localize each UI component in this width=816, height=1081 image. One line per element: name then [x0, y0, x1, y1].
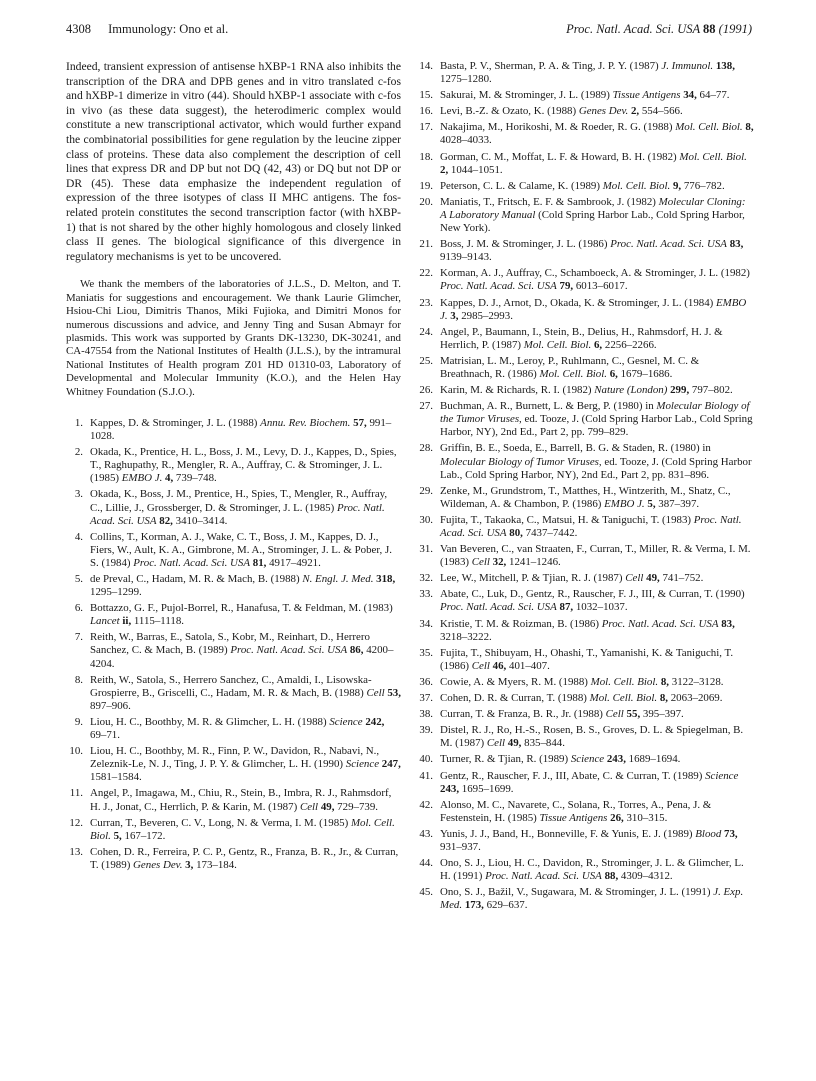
- reference-number: 15.: [419, 89, 433, 102]
- reference-journal: Mol. Cell. Biol.: [523, 338, 592, 351]
- reference-item: [66, 787, 401, 813]
- reference-authors: Matrisian, L. M., Leroy, P., Ruhlmann, C., Gesnel, M. C. & Breathnach, R. (1986): [440, 354, 700, 380]
- reference-pages: 3410–3414.: [172, 514, 228, 527]
- reference-journal: Cell: [605, 708, 624, 721]
- reference-authors: Kappes, D. J., Arnot, D., Okada, K. & Strominger, J. L. (1984): [440, 296, 717, 309]
- reference-journal: Cell: [366, 686, 385, 699]
- reference-number: 27.: [419, 400, 433, 413]
- reference-authors: Gentz, R., Rauscher, F. J., III, Abate, C. & Curran, T. (1989): [440, 769, 706, 782]
- reference-authors: Bottazzo, G. F., Pujol-Borrel, R., Hanafusa, T. & Feldman, M. (1983): [90, 602, 393, 615]
- reference-number: 25.: [419, 354, 433, 367]
- reference-journal: Proc. Natl. Acad. Sci. USA: [440, 601, 557, 614]
- reference-authors: Kappes, D. & Strominger, J. L. (1988): [90, 416, 261, 429]
- reference-item: [416, 676, 754, 689]
- reference-number: 24.: [419, 325, 433, 338]
- reference-number: 44.: [419, 857, 433, 870]
- reference-journal: EMBO J.: [604, 497, 645, 510]
- reference-journal: Mol. Cell. Biol.: [589, 692, 658, 705]
- reference-number: 7.: [74, 631, 83, 644]
- reference-volume: 55,: [626, 708, 641, 721]
- reference-volume: 88,: [604, 870, 619, 883]
- reference-item: [416, 89, 754, 102]
- reference-authors: Fujita, T., Shibuyam, H., Ohashi, T., Yamanishi, K. & Taniguchi, T. (1986): [440, 646, 734, 672]
- reference-pages: 9139–9143.: [440, 251, 492, 264]
- reference-item: [416, 588, 754, 614]
- reference-number: 18.: [419, 150, 433, 163]
- reference-number: 43.: [419, 827, 433, 840]
- reference-pages: 1044–1051.: [448, 163, 503, 176]
- reference-pages: 897–906.: [90, 699, 131, 712]
- reference-volume: 26,: [610, 811, 624, 824]
- right-column: [416, 60, 754, 915]
- reference-number: 38.: [419, 708, 433, 721]
- reference-number: 20.: [419, 195, 433, 208]
- reference-journal: Mol. Cell. Biol.: [602, 179, 671, 192]
- reference-journal: Proc. Natl. Acad. Sci. USA: [90, 501, 385, 527]
- reference-authors: Korman, A. J., Auffray, C., Schamboeck, A. & Strominger, J. L. (1982): [440, 267, 750, 280]
- reference-authors: Turner, R. & Tjian, R. (1989): [440, 753, 571, 766]
- reference-volume: 73,: [724, 827, 738, 840]
- reference-authors: Zenke, M., Grundstrom, T., Matthes, H., Wintzerith, M., Shatz, C., Wildeman, A. & Chambon, P. (1986): [440, 484, 731, 510]
- reference-authors: Cohen, D. R., Ferreira, P. C. P., Gentz, R., Franza, B. R., Jr., & Curran, T. (1989): [90, 845, 399, 871]
- reference-pages: 4917–4921.: [266, 556, 321, 569]
- reference-number: 17.: [419, 121, 433, 134]
- reference-item: [416, 442, 754, 481]
- reference-pages: 1275–1280.: [440, 73, 492, 86]
- reference-pages: 69–71.: [90, 729, 120, 742]
- reference-item: [416, 572, 754, 585]
- reference-pages: 395–397.: [640, 708, 684, 721]
- reference-pages: 3218–3222.: [440, 630, 492, 643]
- reference-authors: Distel, R. J., Ro, H.-S., Rosen, B. S., Groves, D. L. & Spiegelman, B. M. (1987): [440, 724, 744, 750]
- reference-journal: Tissue Antigens: [612, 89, 681, 102]
- reference-volume: 8,: [659, 692, 669, 705]
- reference-authors: Liou, H. C., Boothby, M. R. & Glimcher, L. H. (1988): [90, 715, 330, 728]
- reference-number: 2.: [74, 446, 83, 459]
- reference-journal: Proc. Natl. Acad. Sci. USA: [601, 617, 719, 630]
- reference-journal: N. Engl. J. Med.: [302, 573, 374, 585]
- section-title: Immunology: Ono et al.: [108, 22, 229, 36]
- reference-journal: Annu. Rev. Biochem.: [260, 416, 351, 429]
- reference-journal: Nature (London): [594, 384, 668, 397]
- reference-pages: 1689–1694.: [625, 753, 681, 766]
- reference-journal: Mol. Cell. Biol.: [679, 150, 747, 163]
- reference-authors: Lee, W., Mitchell, P. & Tjian, R. J. (1987): [440, 572, 626, 585]
- reference-pages: 797–802.: [689, 384, 733, 397]
- reference-volume: 9,: [672, 179, 682, 192]
- running-header-left: [66, 22, 228, 37]
- reference-journal: Proc. Natl. Acad. Sci. USA: [230, 644, 348, 657]
- reference-journal: Mol. Cell. Biol.: [590, 675, 659, 688]
- reference-item: [416, 485, 754, 511]
- reference-authors: Levi, B.-Z. & Ozato, K. (1988): [440, 105, 579, 118]
- journal-name: Proc. Natl. Acad. Sci. USA: [566, 22, 700, 36]
- reference-pages: 387–397.: [655, 497, 700, 510]
- reference-volume: 4,: [165, 472, 174, 485]
- reference-volume: 8,: [745, 121, 754, 134]
- reference-authors: Abate, C., Luk, D., Gentz, R., Rauscher, F. J., III, & Curran, T. (1990): [440, 588, 745, 601]
- reference-number: 11.: [69, 787, 83, 800]
- reference-journal: Science: [705, 769, 739, 782]
- reference-item: [416, 828, 754, 854]
- reference-item: [66, 716, 401, 742]
- journal-volume: 88: [703, 22, 716, 36]
- reference-journal: Blood: [695, 827, 722, 840]
- reference-journal: Proc. Natl. Acad. Sci. USA: [610, 238, 727, 251]
- reference-volume: 247,: [381, 758, 401, 771]
- reference-authors: Angel, P., Imagawa, M., Chiu, R., Stein, B., Imbra, R. J., Rahmsdorf, H. J., Jonat, C., Herrlich, P. & Karin, M. (1987): [90, 787, 392, 813]
- reference-item: [66, 446, 401, 485]
- reference-number: 40.: [419, 753, 433, 766]
- reference-authors: Cohen, D. R. & Curran, T. (1988): [440, 692, 590, 705]
- reference-item: [416, 238, 754, 264]
- reference-list-right: [416, 60, 754, 912]
- reference-number: 32.: [419, 572, 433, 585]
- reference-item: [416, 724, 754, 750]
- reference-authors: Okada, K., Boss, J. M., Prentice, H., Spies, T., Mengler, R., Auffray, C., Lillie, J., Grossberger, D. & Strominger, J. L. (1985): [90, 488, 388, 514]
- reference-pages: ed. Tooze, J. (Cold Spring Harbor Lab., Cold Spring Harbor, NY), 2nd Ed., Part 2, pp. 799–829.: [440, 413, 753, 439]
- reference-volume: 242,: [365, 715, 385, 728]
- reference-volume: 87,: [559, 601, 574, 614]
- reference-journal: Lancet: [90, 615, 120, 628]
- reference-pages: 741–752.: [659, 572, 704, 585]
- reference-number: 34.: [419, 617, 433, 630]
- reference-number: 28.: [419, 442, 433, 455]
- reference-item: [66, 602, 401, 628]
- reference-pages: 1115–1118.: [131, 615, 185, 628]
- reference-volume: 3,: [185, 858, 194, 871]
- reference-pages: 835–844.: [521, 737, 565, 750]
- reference-volume: 80,: [509, 527, 523, 539]
- reference-pages: 931–937.: [440, 840, 481, 853]
- reference-item: [66, 631, 401, 670]
- reference-journal: Tissue Antigens: [539, 811, 608, 824]
- reference-volume: 46,: [492, 659, 507, 672]
- reference-item: [416, 151, 754, 177]
- reference-authors: Cowie, A. & Myers, R. M. (1988): [440, 675, 591, 688]
- reference-item: [416, 121, 754, 147]
- acknowledgment-paragraph: We thank the members of the laboratories of J.L.S., D. Melton, and T. Maniatis for suggestions and encouragement. We thank Laurie Glimcher, Hsiou-Chi Liou, Dimitris Thanos, Miki Fujioka, and Dimitri Monos for numerous discussions and advice, and Jenny Ting and Susan Abmayr for plasmids. This work was supported by Grants DK-13230, DK-30241, and CA-47554 from the National Institutes of Health (J.L.S.), by the intramural National Institutes of Health program Z01 HD 01310-03, Laboratory of Developmental and Molecular Immunity (K.O.), and the Helen Hay Whitney Foundation (S.J.O.).: [66, 278, 401, 398]
- reference-item: [66, 846, 401, 872]
- reference-volume: 34,: [683, 89, 697, 102]
- reference-volume: 83,: [729, 238, 744, 251]
- reference-volume: 49,: [507, 737, 522, 750]
- reference-journal: Molecular Biology of Tumor Viruses,: [440, 455, 602, 468]
- reference-item: [416, 326, 754, 352]
- reference-item: [416, 400, 754, 439]
- reference-volume: 79,: [559, 280, 574, 293]
- reference-pages: 2985–2993.: [458, 309, 513, 322]
- reference-pages: 4028–4033.: [440, 134, 492, 147]
- reference-item: [416, 297, 754, 323]
- reference-pages: (Cold Spring Harbor Lab., Cold Spring Harbor, New York).: [440, 208, 745, 235]
- reference-volume: 5,: [113, 829, 122, 842]
- reference-pages: 1695–1699.: [459, 782, 514, 795]
- reference-item: [416, 384, 754, 397]
- reference-number: 14.: [419, 60, 433, 72]
- reference-pages: 554–566.: [639, 105, 683, 118]
- reference-volume: 86,: [349, 644, 364, 657]
- reference-pages: 7437–7442.: [522, 527, 578, 539]
- reference-authors: Okada, K., Prentice, H. L., Boss, J. M., Levy, D. J., Kappes, D., Spies, T., Raghupathy, R., Mengler, R. A., Auffray, C. & Strominger, J. L. (1985): [90, 446, 397, 485]
- reference-number: 29.: [419, 484, 433, 497]
- reference-journal: Mol. Cell. Biol.: [539, 367, 607, 380]
- reference-number: 10.: [69, 745, 83, 758]
- reference-volume: 57,: [353, 416, 367, 429]
- reference-volume: 81,: [252, 556, 267, 569]
- reference-item: [416, 799, 754, 825]
- reference-journal: Molecular Biology of the Tumor Viruses,: [440, 400, 750, 426]
- reference-pages: 6013–6017.: [573, 280, 628, 293]
- reference-volume: 82,: [159, 514, 173, 527]
- reference-volume: 6,: [593, 338, 603, 351]
- reference-item: [66, 817, 401, 843]
- reference-journal: J. Immunol.: [661, 60, 714, 72]
- reference-item: [416, 618, 754, 644]
- reference-pages: 1295–1299.: [90, 586, 142, 599]
- reference-number: 22.: [419, 267, 433, 280]
- reference-item: [416, 543, 754, 569]
- reference-authors: Buchman, A. R., Burnett, L. & Berg, P. (1980) in: [440, 400, 657, 413]
- reference-number: 26.: [419, 384, 433, 397]
- reference-volume: 49,: [320, 800, 335, 813]
- reference-item: [416, 886, 754, 912]
- reference-authors: Angel, P., Baumann, I., Stein, B., Delius, H., Rahmsdorf, H. J. & Herrlich, P. (1987): [440, 325, 723, 351]
- reference-pages: 776–782.: [681, 179, 725, 192]
- reference-journal: Cell: [486, 737, 506, 750]
- reference-journal: Proc. Natl. Acad. Sci. USA: [133, 556, 251, 569]
- reference-number: 13.: [69, 845, 83, 858]
- reference-number: 42.: [419, 798, 433, 811]
- reference-number: 39.: [419, 724, 433, 737]
- reference-number: 4.: [74, 530, 83, 543]
- reference-authors: Ono, S. J., Bažil, V., Sugawara, M. & Strominger, J. L. (1991): [440, 886, 714, 899]
- reference-volume: 32,: [492, 556, 507, 569]
- reference-number: 35.: [419, 646, 433, 659]
- reference-authors: Yunis, J. J., Band, H., Bonneville, F. & Yunis, E. J. (1989): [440, 827, 696, 840]
- reference-number: 12.: [69, 816, 83, 829]
- reference-journal: EMBO J.: [440, 296, 747, 322]
- reference-number: 21.: [419, 238, 433, 251]
- reference-journal: EMBO J.: [121, 472, 163, 485]
- reference-item: [66, 674, 401, 713]
- reference-journal: Science: [570, 753, 605, 766]
- reference-item: [416, 708, 754, 721]
- reference-pages: 64–77.: [696, 89, 730, 102]
- reference-volume: 318,: [376, 573, 396, 585]
- reference-item: [66, 488, 401, 527]
- reference-journal: Mol. Cell. Biol.: [90, 816, 395, 842]
- reference-number: 37.: [419, 692, 433, 705]
- reference-authors: Reith, W., Barras, E., Satola, S., Kobr, M., Reinhart, D., Herrero Sanchez, C. & Mach, B. (1989): [90, 631, 370, 657]
- reference-authors: Liou, H. C., Boothby, M. R., Finn, P. W., Davidon, R., Nabavi, N., Zeleznik-Le, N. J., Ting, J. P. Y. & Glimcher, L. H. (1990): [90, 745, 380, 771]
- reference-journal: Genes Dev.: [578, 105, 629, 118]
- journal-year: (1991): [718, 22, 752, 36]
- reference-item: [416, 60, 754, 86]
- reference-number: 31.: [419, 543, 433, 556]
- reference-pages: 167–172.: [121, 829, 166, 842]
- reference-journal: Proc. Natl. Acad. Sci. USA: [440, 280, 557, 293]
- reference-authors: Fujita, T., Takaoka, C., Matsui, H. & Taniguchi, T. (1983): [440, 513, 694, 526]
- reference-item: [66, 745, 401, 784]
- reference-item: [416, 857, 754, 883]
- reference-pages: 1679–1686.: [617, 367, 673, 380]
- reference-volume: 8,: [660, 675, 670, 688]
- page-number: 4308: [66, 22, 91, 36]
- reference-item: [416, 692, 754, 705]
- reference-volume: 299,: [670, 384, 690, 397]
- reference-number: 16.: [419, 105, 433, 118]
- reference-journal: Cell: [471, 659, 490, 672]
- reference-authors: Nakajima, M., Horikoshi, M. & Roeder, R. G. (1988): [440, 121, 676, 134]
- reference-journal: Proc. Natl. Acad. Sci. USA: [485, 870, 602, 883]
- reference-item: [66, 417, 401, 443]
- body-paragraph: Indeed, transient expression of antisense hXBP-1 RNA also inhibits the transcription of the DRA and DPB genes and in vitro translated c-fos and hXBP-1 dimerize in vitro (44). Should hXBP-1 associate with c-fos in vivo (as these data suggest), the heterodimeric complex would constitute a new transcriptional activator, which would further expand the combinatorial possibilities for gene regulation by the leucine zipper class of proteins. These data also complement the description of cell lines that express DR and DP but not DQ (42, 43) or DQ but not DP or DR (45). These data emphasize the independent regulation of expression of the three isotypes of class II MHC antigens. The fos-related protein constitutes the second transcription factor (with hXBP-1) that is not shared by the other highly homologous and closely linked class II genes. The biological significance of this divergence in regulatory mechanisms is yet to be uncovered.: [66, 60, 401, 263]
- reference-authors: Maniatis, T., Fritsch, E. F. & Sambrook, J. (1982): [440, 195, 659, 208]
- reference-volume: 6,: [609, 367, 618, 380]
- reference-journal: Cell: [299, 800, 319, 813]
- reference-authors: Gorman, C. M., Moffat, L. F. & Howard, B. H. (1982): [440, 150, 680, 163]
- reference-authors: Alonso, M. C., Navarete, C., Solana, R., Torres, A., Pena, J. & Festenstein, H. (1985): [440, 798, 712, 824]
- reference-journal: Mol. Cell. Biol.: [675, 121, 743, 134]
- reference-number: 30.: [419, 513, 433, 526]
- reference-item: [416, 355, 754, 381]
- reference-authors: Kristie, T. M. & Roizman, B. (1986): [440, 617, 602, 630]
- reference-pages: 991–1028.: [90, 416, 392, 443]
- reference-authors: Boss, J. M. & Strominger, J. L. (1986): [440, 238, 611, 251]
- reference-pages: 310–315.: [623, 811, 668, 824]
- reference-number: 23.: [419, 296, 433, 309]
- reference-number: 1.: [74, 416, 83, 429]
- reference-number: 5.: [74, 573, 83, 585]
- reference-volume: 83,: [721, 617, 735, 630]
- reference-volume: 243,: [440, 782, 460, 795]
- reference-number: 41.: [419, 769, 433, 782]
- reference-item: [66, 531, 401, 570]
- reference-pages: 1581–1584.: [90, 771, 142, 784]
- reference-authors: Griffin, B. E., Soeda, E., Barrell, B. G. & Staden, R. (1980) in: [440, 442, 711, 455]
- reference-pages: 1241–1246.: [506, 556, 561, 569]
- reference-journal: Genes Dev.: [133, 858, 183, 871]
- reference-pages: 629–637.: [483, 899, 528, 912]
- reference-volume: 3,: [450, 309, 459, 322]
- reference-pages: 1032–1037.: [573, 601, 628, 614]
- reference-authors: Curran, T. & Franza, B. R., Jr. (1988): [440, 708, 606, 721]
- reference-pages: 4200–4204.: [90, 644, 394, 670]
- reference-volume: 53,: [387, 686, 401, 699]
- reference-pages: ed. Tooze, J. (Cold Spring Harbor Lab., Cold Spring Harbor, NY), 2nd Ed., Part 2, pp. 831–896.: [440, 455, 752, 481]
- reference-journal: Science: [345, 758, 380, 771]
- reference-authors: Van Beveren, C., van Straaten, F., Curran, T., Miller, R. & Verma, I. M. (1983): [440, 543, 751, 569]
- reference-pages: 739–748.: [173, 472, 217, 485]
- reference-journal: J. Exp. Med.: [440, 886, 744, 912]
- reference-authors: Karin, M. & Richards, R. I. (1982): [440, 384, 595, 397]
- reference-number: 9.: [74, 715, 83, 728]
- reference-pages: 3122–3128.: [669, 675, 724, 688]
- reference-volume: 5,: [647, 497, 656, 510]
- reference-authors: Peterson, C. L. & Calame, K. (1989): [440, 179, 603, 192]
- reference-pages: 4309–4312.: [618, 870, 673, 883]
- reference-pages: 729–739.: [334, 800, 379, 813]
- left-column: [66, 60, 401, 875]
- reference-pages: 2256–2266.: [602, 338, 657, 351]
- running-header-right: [566, 22, 752, 37]
- reference-journal: Proc. Natl. Acad. Sci. USA: [440, 513, 742, 539]
- reference-volume: 173,: [464, 899, 484, 912]
- reference-volume: ii,: [122, 615, 132, 628]
- reference-item: [66, 573, 401, 599]
- reference-volume: 138,: [715, 60, 735, 72]
- reference-number: 6.: [74, 602, 83, 615]
- reference-number: 33.: [419, 588, 433, 601]
- reference-volume: 2,: [440, 163, 449, 176]
- reference-journal: Cell: [625, 572, 644, 585]
- reference-number: 8.: [74, 673, 83, 686]
- reference-list-left: [66, 417, 401, 872]
- reference-item: [416, 514, 754, 540]
- reference-number: 3.: [74, 488, 83, 501]
- reference-authors: Sakurai, M. & Strominger, J. L. (1989): [440, 89, 613, 102]
- reference-pages: 401–407.: [506, 659, 550, 672]
- reference-journal: Molecular Cloning: A Laboratory Manual: [440, 195, 746, 221]
- reference-authors: Basta, P. V., Sherman, P. A. & Ting, J. P. Y. (1987): [440, 60, 662, 72]
- reference-pages: 173–184.: [193, 858, 237, 871]
- reference-item: [416, 770, 754, 796]
- reference-number: 36.: [419, 675, 433, 688]
- reference-authors: Ono, S. J., Liou, H. C., Davidon, R., Strominger, J. L. & Glimcher, L. H. (1991): [440, 857, 744, 883]
- reference-authors: Curran, T., Beveren, C. V., Long, N. & Verma, I. M. (1985): [90, 816, 351, 829]
- reference-authors: de Preval, C., Hadam, M. R. & Mach, B. (1988): [90, 573, 303, 585]
- reference-pages: 2063–2069.: [668, 692, 723, 705]
- reference-volume: 49,: [646, 572, 660, 585]
- reference-number: 19.: [419, 179, 433, 192]
- reference-item: [416, 196, 754, 235]
- reference-volume: 243,: [606, 753, 626, 766]
- reference-journal: Science: [329, 715, 363, 728]
- reference-authors: Collins, T., Korman, A. J., Wake, C. T., Boss, J. M., Kappes, D. J., Fiers, W., Ault, K. A., Gimbrone, M. A., Strominger, J. L. & Pober, J. S. (1984): [90, 530, 392, 569]
- reference-volume: 2,: [630, 105, 640, 118]
- reference-journal: Cell: [471, 556, 490, 569]
- reference-authors: Reith, W., Satola, S., Herrero Sanchez, C., Amaldi, I., Lisowska-Grospierre, B., Griscelli, C., Hadam, M. R. & Mach, B. (1988): [90, 673, 372, 699]
- reference-item: [416, 180, 754, 193]
- reference-item: [416, 105, 754, 118]
- reference-item: [416, 267, 754, 293]
- reference-item: [416, 753, 754, 766]
- reference-item: [416, 647, 754, 673]
- reference-number: 45.: [419, 886, 433, 899]
